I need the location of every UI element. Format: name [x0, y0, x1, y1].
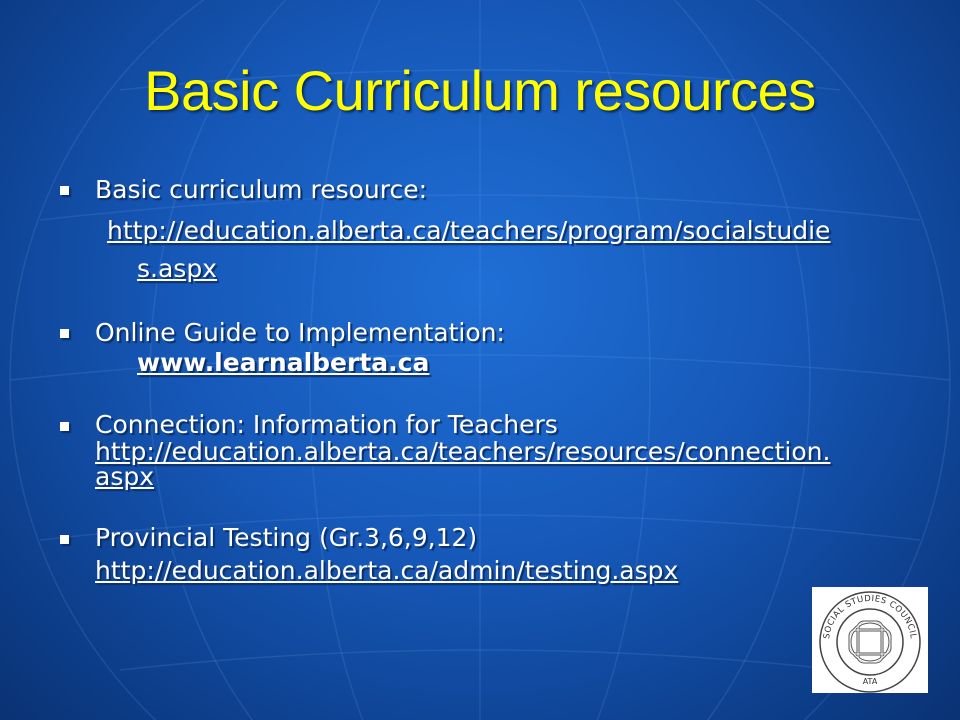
curriculum-link-line-1[interactable]: http://education.alberta.ca/teachers/program/socialstudie	[107, 216, 831, 245]
logo-top-text: SOCIAL STUDIES COUNCIL	[822, 593, 918, 640]
bullet-3	[60, 422, 69, 431]
testing-link[interactable]: http://education.alberta.ca/admin/testing.aspx	[95, 556, 679, 585]
item-label-2: Online Guide to Implementation:	[95, 318, 505, 347]
connection-link-line-2[interactable]: aspx	[95, 462, 155, 491]
learnalberta-link[interactable]: www.learnalberta.ca	[137, 348, 430, 377]
slide-title: Basic Curriculum resources	[144, 59, 816, 122]
item-label-1: Basic curriculum resource:	[95, 175, 428, 204]
connection-link-line-1[interactable]: http://education.alberta.ca/teachers/resources/connection.	[95, 437, 831, 466]
curriculum-link-line-2[interactable]: s.aspx	[137, 254, 217, 283]
logo-bottom-text: ATA	[862, 677, 878, 686]
bullet-2	[60, 329, 69, 338]
svg-text:SOCIAL STUDIES COUNCIL	[822, 594, 918, 640]
bullet-1	[60, 186, 69, 195]
item-label-3: Connection: Information for Teachers	[95, 410, 558, 439]
bullet-4	[60, 535, 69, 544]
social-studies-council-logo	[812, 587, 928, 693]
item-label-4: Provincial Testing (Gr.3,6,9,12)	[95, 523, 478, 552]
council-seal-icon	[812, 587, 928, 693]
